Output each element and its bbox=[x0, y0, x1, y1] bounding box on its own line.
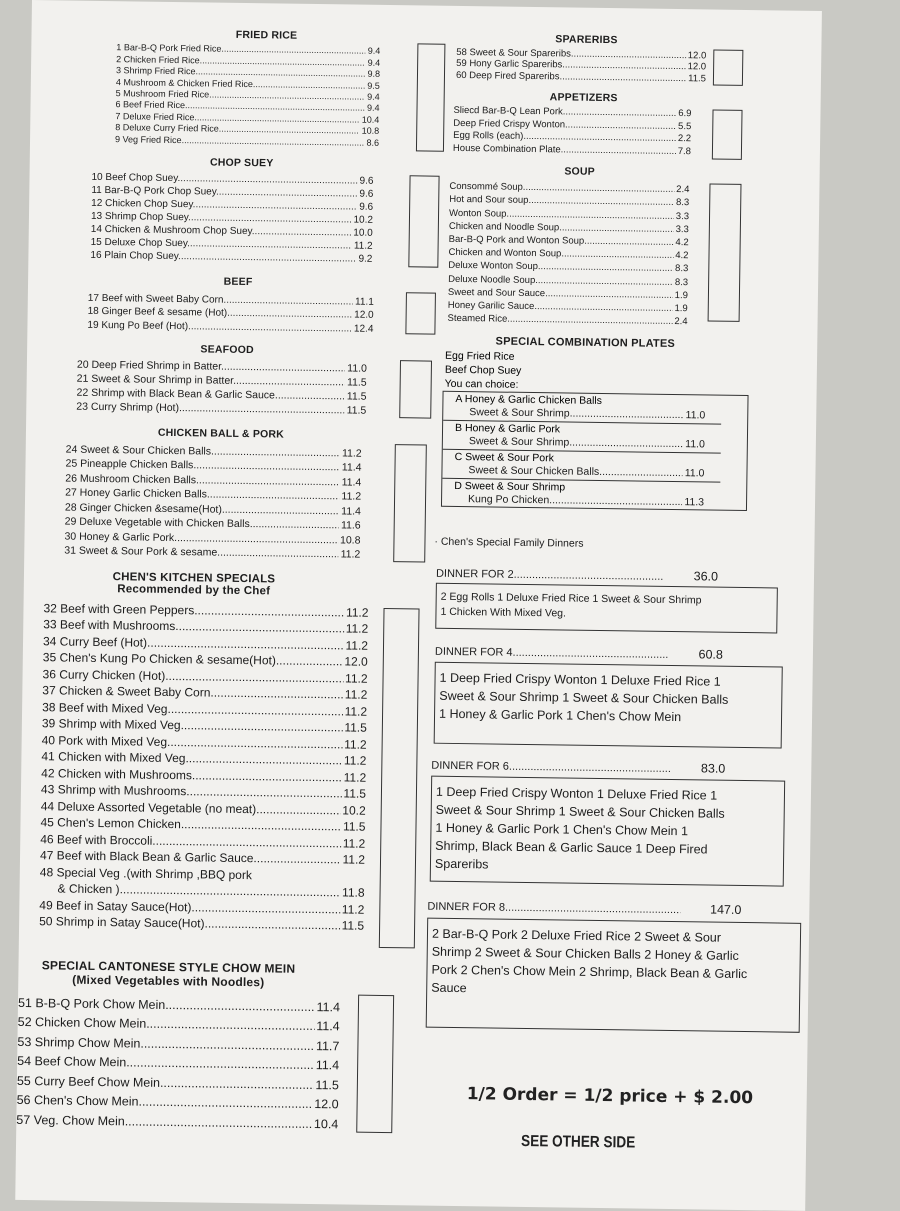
item-name: 10 Beef Chop Suey ..... bbox=[91, 172, 357, 187]
item-name: 39 Shrimp with Mixed Veg ..... bbox=[42, 716, 343, 734]
item-name: 35 Chen's Kung Po Chicken & sesame(Hot) ..... bbox=[43, 650, 343, 668]
tally-boxes-chow-mein bbox=[356, 995, 394, 1133]
item-name: Bar-B-Q Pork and Wonton Soup ..... bbox=[449, 234, 674, 248]
item-price: 11.2 bbox=[342, 835, 366, 851]
dinner-price: 36.0 bbox=[693, 569, 719, 584]
section-combo bbox=[445, 335, 746, 395]
item-price: 11.2 bbox=[344, 687, 368, 702]
item-price: 12.0 bbox=[354, 309, 374, 321]
item-name: 48 Special Veg .(with Shrimp ,BBQ pork bbox=[39, 864, 253, 882]
item-name: 54 Beef Chow Mein ..... bbox=[17, 1054, 314, 1072]
item-name: 17 Beef with Sweet Baby Corn ..... bbox=[88, 292, 353, 307]
dinner-line: 1 Deep Fried Crispy Wonton 1 Deluxe Fried Rice 1 bbox=[435, 784, 718, 803]
item-price: 11.4 bbox=[315, 1058, 340, 1073]
dinner-box bbox=[434, 662, 783, 749]
item-name: Sweet & Sour Chicken Balls ..... bbox=[468, 464, 682, 480]
item-price: 11.2 bbox=[345, 604, 369, 620]
item-name: 56 Chen's Chow Mein ..... bbox=[17, 1093, 313, 1111]
item-price: 9.4 bbox=[366, 103, 380, 114]
item-name: Honey Garilic Sauce ..... bbox=[448, 300, 673, 314]
menu-item bbox=[64, 542, 360, 561]
item-name: 6 Beef Fried Rice ..... bbox=[115, 100, 365, 113]
item-price: 2.2 bbox=[677, 133, 692, 145]
combo-options-box bbox=[441, 391, 749, 511]
tally-boxes-chicken-ball bbox=[393, 444, 427, 562]
item-name: 20 Deep Fried Shrimp in Batter ..... bbox=[77, 359, 345, 375]
item-name: 60 Deep Fired Spareribs ..... bbox=[456, 70, 686, 84]
item-price: 10.2 bbox=[353, 214, 374, 226]
item-price: 9.5 bbox=[367, 80, 380, 91]
item-name: 45 Chen's Lemon Chicken ..... bbox=[40, 815, 341, 833]
item-name: 53 Shrimp Chow Mein ..... bbox=[17, 1034, 314, 1052]
item-price: 6.9 bbox=[678, 108, 692, 120]
section-title: SOUP bbox=[564, 165, 596, 178]
item-price: 11.2 bbox=[340, 548, 361, 561]
item-name: Deep Fried Crispy Wonton ..... bbox=[453, 118, 676, 132]
item-name: 33 Beef with Mushrooms ..... bbox=[43, 617, 344, 635]
dinner-line: 1 Chicken With Mixed Veg. bbox=[440, 605, 567, 620]
item-name: 47 Beef with Black Bean & Garlic Sauce ..... bbox=[40, 848, 341, 866]
item-name: 16 Plain Chop Suey ..... bbox=[90, 250, 356, 265]
item-price: 7.8 bbox=[677, 145, 692, 157]
item-price: 2.4 bbox=[676, 184, 690, 196]
combo-option bbox=[442, 479, 720, 512]
item-name: Egg Rolls (each) ..... bbox=[453, 130, 676, 144]
item-name: 57 Veg. Chow Mein ..... bbox=[16, 1112, 312, 1130]
item-price: 12.0 bbox=[687, 49, 707, 62]
menu-item bbox=[448, 311, 688, 328]
dinner-label: DINNER FOR 2 ..... bbox=[436, 568, 664, 583]
item-name: Hot and Sour soup ..... bbox=[449, 194, 674, 208]
item-name: 18 Ginger Beef & sesame (Hot) ..... bbox=[88, 306, 353, 321]
tally-boxes-appetizers bbox=[712, 110, 743, 160]
item-price: 10.4 bbox=[313, 1116, 339, 1131]
section-title: CHOP SUEY bbox=[209, 156, 274, 170]
item-name: 52 Chicken Chow Mein ..... bbox=[18, 1015, 315, 1033]
combo-line: You can choice: bbox=[444, 377, 519, 391]
item-price: 11.5 bbox=[344, 720, 367, 735]
dinner-line: Sweet & Sour Shrimp 1 Sweet & Sour Chicken Balls bbox=[439, 688, 729, 707]
item-price: 11.5 bbox=[343, 786, 367, 801]
item-price: 9.4 bbox=[367, 57, 381, 68]
combo-line: Beef Chop Suey bbox=[444, 363, 522, 377]
family-dinners-title: · Chen's Special Family Dinners bbox=[434, 535, 584, 550]
item-name: 40 Pork with Mixed Veg ..... bbox=[42, 733, 343, 751]
combo-option-line2 bbox=[455, 435, 705, 451]
menu-item bbox=[90, 248, 372, 265]
item-name: Deluxe Wonton Soup ..... bbox=[448, 260, 673, 274]
item-name: 4 Mushroom & Chicken Fried Rice ..... bbox=[116, 77, 366, 90]
dinner-line: Shrimp, Black Bean & Garlic Sauce 1 Deep Fired bbox=[435, 838, 708, 857]
section-soup bbox=[448, 164, 710, 328]
item-price: 11.4 bbox=[341, 475, 362, 489]
section-title: APPETIZERS bbox=[549, 91, 618, 105]
item-price: 11.2 bbox=[342, 852, 366, 867]
item-name: 59 Hony Garlic Spareribs ..... bbox=[456, 58, 686, 72]
item-price: 10.8 bbox=[339, 533, 361, 547]
item-price: 9.6 bbox=[359, 175, 374, 187]
dinner-line: Sauce bbox=[431, 980, 467, 996]
combo-option-line1: B Honey & Garlic Pork bbox=[454, 421, 561, 436]
combo-option-line1: D Sweet & Sour Shrimp bbox=[454, 479, 566, 494]
item-name: 28 Ginger Chicken &sesame(Hot) ..... bbox=[65, 501, 339, 517]
item-price: 8.3 bbox=[675, 197, 690, 209]
item-price: 11.0 bbox=[685, 438, 705, 451]
section-chop-suey bbox=[90, 155, 401, 265]
item-price: 11.2 bbox=[344, 703, 368, 719]
item-price: 11.2 bbox=[345, 637, 369, 653]
section-subtitle: (Mixed Vegetables with Noodles) bbox=[72, 972, 265, 990]
item-price: 11.2 bbox=[341, 446, 362, 460]
section-title: SPECIAL COMBINATION PLATES bbox=[495, 335, 676, 351]
dinner-header bbox=[427, 899, 741, 917]
item-name: & Chicken ) ..... bbox=[58, 881, 341, 899]
section-title: CHEN'S KITCHEN SPECIALS bbox=[112, 571, 276, 586]
item-price: 9.4 bbox=[367, 91, 380, 102]
item-price: 10.4 bbox=[361, 114, 380, 125]
tally-boxes-beef bbox=[405, 292, 436, 334]
item-price: 11.4 bbox=[341, 504, 361, 518]
item-name: 41 Chicken with Mixed Veg ..... bbox=[41, 749, 342, 767]
item-name: 34 Curry Beef (Hot) ..... bbox=[43, 634, 344, 652]
menu-item bbox=[115, 132, 379, 147]
item-price: 4.2 bbox=[675, 250, 689, 262]
menu-item bbox=[76, 399, 366, 417]
item-name: 5 Mushroom Fried Rice ..... bbox=[116, 88, 366, 101]
item-name: 23 Curry Shrimp (Hot) ..... bbox=[76, 401, 344, 417]
item-name: 43 Shrimp with Mushrooms ..... bbox=[41, 782, 342, 800]
item-name: 51 B-B-Q Pork Chow Mein ..... bbox=[18, 995, 315, 1013]
dinner-label: DINNER FOR 4 ..... bbox=[435, 646, 669, 661]
item-price: 11.5 bbox=[346, 376, 367, 389]
item-name: Chicken and Noodle Soup ..... bbox=[449, 221, 674, 235]
item-name: 42 Chicken with Mushrooms ..... bbox=[41, 766, 342, 784]
item-price: 11.2 bbox=[341, 901, 365, 917]
dinner-price: 60.8 bbox=[698, 647, 724, 662]
dinner-box bbox=[435, 583, 778, 634]
item-price: 10.0 bbox=[353, 227, 373, 239]
dinner-price: 147.0 bbox=[709, 902, 742, 917]
half-order-note: 1/2 Order = 1/2 price + $ 2.00 bbox=[466, 1084, 754, 1109]
item-name: 3 Shrimp Fried Rice ..... bbox=[116, 65, 366, 78]
dinner-label: DINNER FOR 8 ..... bbox=[427, 901, 680, 917]
item-price: 4.2 bbox=[675, 236, 689, 249]
item-name: 26 Mushroom Chicken Balls ..... bbox=[65, 472, 339, 488]
item-name: Chicken and Wonton Soup ..... bbox=[448, 247, 673, 261]
menu-item bbox=[16, 1107, 338, 1131]
item-name: 49 Beef in Satay Sauce(Hot) ..... bbox=[39, 898, 340, 916]
combo-option-line2 bbox=[454, 464, 704, 480]
item-name: 29 Deluxe Vegetable with Chicken Balls ..... bbox=[65, 516, 339, 532]
item-price: 10.2 bbox=[342, 802, 366, 818]
item-name: House Combination Plate ..... bbox=[453, 142, 676, 156]
item-price: 11.5 bbox=[315, 1077, 339, 1092]
dinner-box bbox=[430, 776, 785, 887]
dinner-line: Shrimp 2 Sweet & Sour Chicken Balls 2 Honey & Garlic bbox=[431, 944, 739, 963]
section-title: SPARERIBS bbox=[555, 33, 618, 47]
section-title: SPECIAL CANTONESE STYLE CHOW MEIN bbox=[41, 958, 296, 976]
menu-item bbox=[453, 141, 691, 157]
item-price: 9.6 bbox=[359, 188, 374, 200]
dinner-header bbox=[435, 644, 723, 662]
item-name: 22 Shrimp with Black Bean & Garlic Sauce ..... bbox=[76, 387, 344, 403]
item-price: 11.2 bbox=[343, 769, 367, 785]
section-subtitle: Recommended by the Chef bbox=[117, 583, 271, 598]
item-price: 11.5 bbox=[341, 918, 365, 933]
item-name: 9 Veg Fried Rice ..... bbox=[115, 134, 365, 147]
item-price: 3.3 bbox=[675, 223, 689, 235]
section-title: BEEF bbox=[223, 275, 253, 289]
combo-line: Egg Fried Rice bbox=[444, 349, 515, 363]
dinner-line: Pork 2 Chen's Chow Mein 2 Shrimp, Black Bean & Garlic bbox=[431, 962, 748, 982]
item-name: 21 Sweet & Sour Shrimp in Batter ..... bbox=[77, 373, 345, 389]
item-name: 1 Bar-B-Q Pork Fried Rice ..... bbox=[116, 43, 366, 56]
combo-option-line2 bbox=[454, 493, 704, 509]
item-price: 9.8 bbox=[367, 68, 381, 80]
tally-boxes-seafood bbox=[399, 360, 432, 418]
menu-item bbox=[87, 317, 373, 334]
see-other-side: SEE OTHER SIDE bbox=[520, 1132, 636, 1152]
item-name: 58 Sweet & Sour Spareribs ..... bbox=[456, 47, 686, 61]
item-price: 10.8 bbox=[361, 125, 380, 136]
section-chow-mein bbox=[16, 958, 378, 1132]
item-price: 11.7 bbox=[315, 1038, 340, 1053]
item-price: 11.5 bbox=[346, 404, 367, 417]
item-price: 8.3 bbox=[674, 276, 689, 288]
item-name: Sweet & Sour Shrimp ..... bbox=[469, 406, 683, 422]
dinner-line: 1 Honey & Garlic Pork 1 Chen's Chow Mein 1 bbox=[435, 820, 689, 839]
item-price: 11.5 bbox=[342, 819, 366, 834]
item-name: 38 Beef with Mixed Veg ..... bbox=[42, 700, 343, 718]
item-price: 11.2 bbox=[345, 621, 369, 636]
item-price: 11.8 bbox=[342, 885, 365, 900]
item-price: 2.4 bbox=[674, 316, 688, 328]
item-price: 1.9 bbox=[674, 289, 689, 301]
tally-boxes-fried-rice bbox=[416, 43, 446, 151]
item-name: 11 Bar-B-Q Pork Chop Suey ..... bbox=[91, 185, 357, 200]
item-name: 12 Chicken Chop Suey ..... bbox=[91, 198, 357, 213]
item-price: 11.0 bbox=[684, 467, 705, 480]
item-name: 2 Chicken Fried Rice ..... bbox=[116, 54, 366, 67]
menu-item bbox=[456, 69, 706, 84]
section-fried-rice bbox=[115, 27, 417, 148]
dinner-price: 83.0 bbox=[700, 761, 726, 776]
item-price: 3.3 bbox=[675, 210, 690, 222]
item-price: 12.0 bbox=[344, 654, 368, 669]
item-price: 11.3 bbox=[684, 496, 705, 509]
item-price: 11.5 bbox=[688, 72, 707, 85]
tally-boxes-soup bbox=[708, 183, 742, 321]
item-price: 11.2 bbox=[343, 753, 367, 768]
item-price: 9.2 bbox=[358, 253, 373, 265]
item-name: 37 Chicken & Sweet Baby Corn ..... bbox=[42, 683, 343, 701]
item-name: 25 Pineapple Chicken Balls ..... bbox=[65, 458, 339, 474]
combo-option-line1: A Honey & Garlic Chicken Balls bbox=[455, 392, 603, 407]
section-title: FRIED RICE bbox=[235, 28, 298, 42]
item-price: 12.0 bbox=[687, 61, 707, 73]
item-name: 30 Honey & Garlic Pork ..... bbox=[64, 530, 338, 546]
menu-sheet bbox=[15, 0, 822, 1211]
item-name: 44 Deluxe Assorted Vegetable (no meat) ..... bbox=[41, 799, 341, 817]
item-price: 11.2 bbox=[344, 670, 368, 686]
item-name: Steamed Rice ..... bbox=[448, 313, 673, 327]
item-name: 32 Beef with Green Peppers ..... bbox=[43, 601, 344, 619]
item-name: 19 Kung Po Beef (Hot) ..... bbox=[87, 319, 352, 334]
combo-option-line2 bbox=[455, 406, 705, 422]
dinner-line: 2 Bar-B-Q Pork 2 Deluxe Fried Rice 2 Sweet & Sour bbox=[431, 926, 722, 945]
section-beef bbox=[87, 274, 408, 335]
item-name: 46 Beef with Broccoli ..... bbox=[40, 832, 341, 850]
combo-option bbox=[442, 450, 720, 483]
item-price: 11.2 bbox=[341, 490, 362, 503]
dinner-line: 1 Deep Fried Crispy Wonton 1 Deluxe Fried Rice 1 bbox=[439, 670, 721, 689]
dinner-line: 1 Honey & Garlic Pork 1 Chen's Chow Mein bbox=[438, 706, 682, 725]
item-name: Deluxe Noodle Soup ..... bbox=[448, 273, 673, 287]
tally-boxes-specials bbox=[379, 608, 420, 948]
section-appetizers bbox=[453, 90, 714, 157]
dinner-header bbox=[431, 758, 725, 776]
item-price: 11.0 bbox=[347, 362, 367, 375]
item-name: 8 Deluxe Curry Fried Rice ..... bbox=[115, 122, 360, 135]
item-price: 1.9 bbox=[674, 302, 688, 315]
item-price: 11.6 bbox=[340, 519, 361, 532]
tally-boxes-chop-suey bbox=[408, 175, 439, 267]
dinner-line: Sweet & Sour Shrimp 1 Sweet & Sour Chicken Balls bbox=[435, 802, 725, 821]
item-name: 14 Chicken & Mushroom Chop Suey ..... bbox=[91, 224, 352, 239]
item-price: 11.5 bbox=[346, 390, 367, 403]
dinner-label: DINNER FOR 6 ..... bbox=[431, 760, 671, 775]
item-price: 11.1 bbox=[355, 296, 374, 308]
item-name: 15 Deluxe Chop Suey ..... bbox=[91, 237, 352, 252]
section-title: SEAFOOD bbox=[200, 343, 254, 357]
item-price: 11.2 bbox=[344, 736, 367, 752]
item-name: 13 Shrimp Chop Suey ..... bbox=[91, 211, 352, 226]
section-title: CHICKEN BALL & PORK bbox=[157, 426, 285, 441]
item-price: 11.2 bbox=[353, 240, 373, 252]
tally-boxes-spareribs bbox=[713, 50, 743, 86]
dinner-header bbox=[436, 566, 718, 584]
item-name: Consommé Soup ..... bbox=[449, 181, 674, 195]
item-name: 36 Curry Chicken (Hot) ..... bbox=[42, 667, 343, 685]
item-name: Sliecd Bar-B-Q Lean Pork ..... bbox=[453, 105, 676, 119]
section-spareribs bbox=[456, 32, 717, 84]
item-price: 12.4 bbox=[353, 323, 374, 335]
item-name: Sweet and Sour Sauce ..... bbox=[448, 287, 673, 301]
item-price: 11.0 bbox=[685, 409, 706, 422]
item-price: 5.5 bbox=[678, 120, 692, 132]
combo-option bbox=[443, 392, 721, 425]
section-seafood bbox=[76, 342, 397, 417]
item-name: Sweet & Sour Shrimp ..... bbox=[469, 435, 683, 451]
item-price: 8.6 bbox=[366, 137, 380, 148]
item-price: 11.4 bbox=[316, 1019, 340, 1034]
item-price: 8.3 bbox=[675, 263, 689, 275]
item-name: Wonton Soup ..... bbox=[449, 207, 674, 221]
item-name: 27 Honey Garlic Chicken Balls ..... bbox=[65, 487, 339, 503]
item-name: 7 Deluxe Fried Rice ..... bbox=[115, 111, 360, 124]
section-chicken-ball bbox=[64, 426, 396, 562]
dinner-line: 2 Egg Rolls 1 Deluxe Fried Rice 1 Sweet & Sour Shrimp bbox=[440, 590, 702, 607]
dinner-line: Spareribs bbox=[434, 856, 489, 872]
item-price: 9.6 bbox=[359, 201, 374, 213]
combo-option-line1: C Sweet & Sour Pork bbox=[454, 450, 554, 465]
item-price: 11.4 bbox=[316, 999, 341, 1014]
combo-option bbox=[443, 421, 721, 454]
item-price: 12.0 bbox=[314, 1097, 339, 1112]
item-name: 50 Shrimp in Satay Sauce(Hot) ..... bbox=[39, 914, 340, 932]
item-name: 31 Sweet & Sour Pork & sesame ..... bbox=[64, 545, 338, 561]
menu-item bbox=[39, 912, 364, 933]
item-price: 11.4 bbox=[341, 461, 362, 474]
item-name: 55 Curry Beef Chow Mein ..... bbox=[17, 1073, 314, 1091]
dinner-box bbox=[426, 918, 801, 1033]
section-specials bbox=[39, 570, 404, 933]
item-name: Kung Po Chicken ..... bbox=[468, 493, 682, 509]
item-name: 24 Sweet & Sour Chicken Balls ..... bbox=[66, 443, 340, 459]
item-price: 9.4 bbox=[367, 46, 381, 57]
